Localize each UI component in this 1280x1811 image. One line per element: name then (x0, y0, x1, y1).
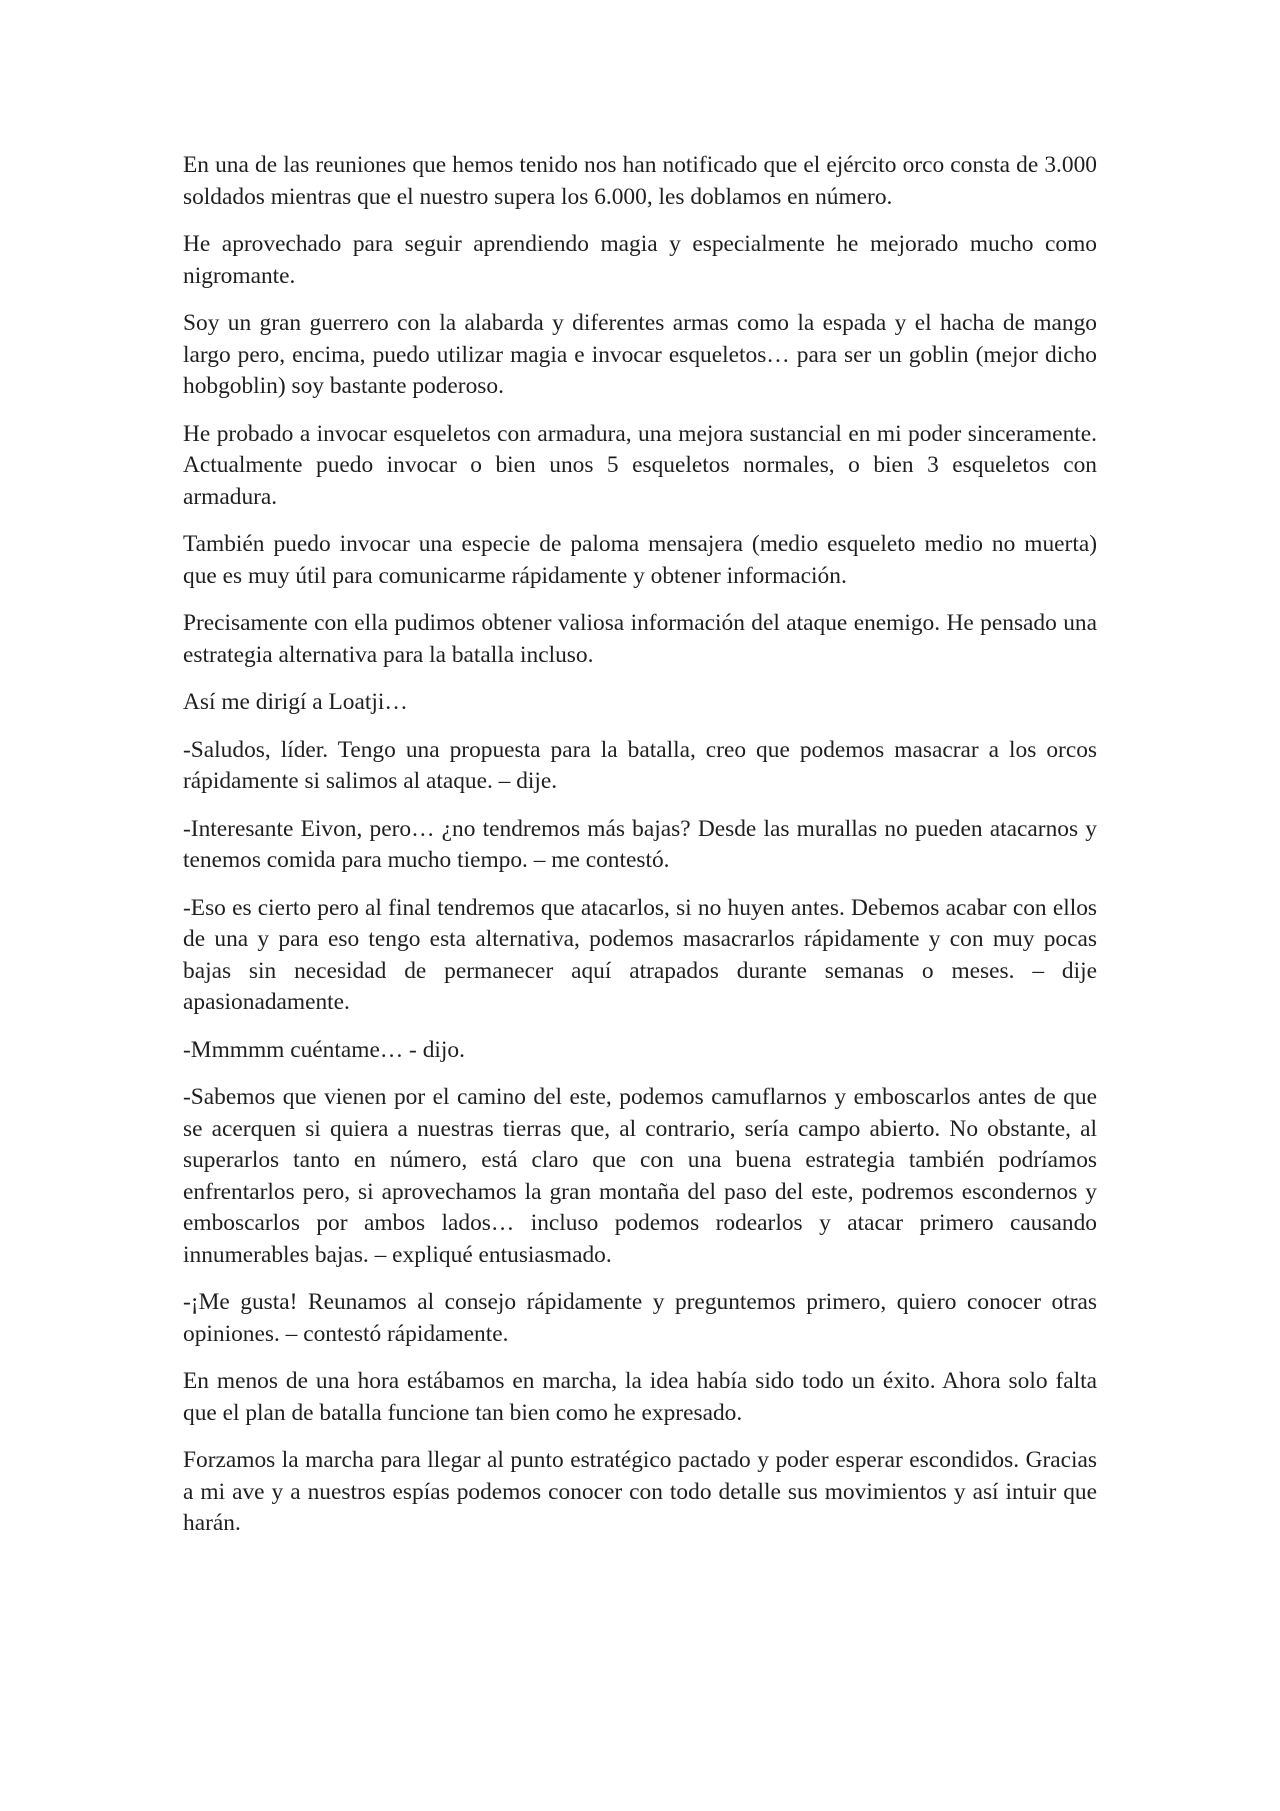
dialogue-paragraph-8: -Saludos, líder. Tengo una propuesta para la batalla, creo que podemos masacrar a los orcos rápidamente si salimos al ataque. – dije. (183, 736, 1097, 794)
dialogue-paragraph-9: -Interesante Eivon, pero… ¿no tendremos más bajas? Desde las murallas no pueden atacarnos y tenemos comida para mucho tiempo. – me contestó. (183, 815, 1097, 873)
paragraph-4: He probado a invocar esqueletos con armadura, una mejora sustancial en mi poder sinceramente. Actualmente puedo invocar o bien unos 5 esqueletos normales, o bien 3 esqueletos con armadura. (183, 420, 1097, 510)
paragraph-5: También puedo invocar una especie de paloma mensajera (medio esqueleto medio no muerta) que es muy útil para comunicarme rápidamente y obtener información. (183, 531, 1097, 589)
paragraph-6: Precisamente con ella pudimos obtener valiosa información del ataque enemigo. He pensado una estrategia alternativa para la batalla incluso. (183, 610, 1097, 668)
document-page (183, 150, 1097, 1556)
paragraph-15: Forzamos la marcha para llegar al punto estratégico pactado y poder esperar escondidos. Gracias a mi ave y a nuestros espías podemos conocer con todo detalle sus movimientos y así intuir que harán. (183, 1447, 1097, 1536)
paragraph-7: Así me dirigí a Loatji… (183, 689, 408, 715)
paragraph-3: Soy un gran guerrero con la alabarda y diferentes armas como la espada y el hacha de mango largo pero, encima, puedo utilizar magia e invocar esqueletos… para ser un goblin (mejor dicho hobgoblin) soy bastante poderoso. (183, 310, 1097, 399)
dialogue-paragraph-11: -Mmmmm cuéntame… - dijo. (183, 1036, 465, 1063)
dialogue-paragraph-13: -¡Me gusta! Reunamos al consejo rápidamente y preguntemos primero, quiero conocer otras opiniones. – contestó rápidamente. (183, 1289, 1097, 1347)
paragraph-2: He aprovechado para seguir aprendiendo magia y especialmente he mejorado mucho como nigromante. (183, 231, 1097, 289)
paragraph-1: En una de las reuniones que hemos tenido nos han notificado que el ejército orco consta de 3.000 soldados mientras que el nuestro supera los 6.000, les doblamos en número. (183, 152, 1097, 210)
dialogue-paragraph-10: -Eso es cierto pero al final tendremos que atacarlos, si no huyen antes. Debemos acabar con ellos de una y para eso tengo esta alternativa, podemos masacrarlos rápidamente y con muy pocas bajas sin necesidad de permanecer aquí atrapados durante semanas o meses. – dije apasionadamente. (183, 894, 1097, 1015)
paragraph-14: En menos de una hora estábamos en marcha, la idea había sido todo un éxito. Ahora solo falta que el plan de batalla funcione tan bien como he expresado. (183, 1368, 1097, 1426)
dialogue-paragraph-12: -Sabemos que vienen por el camino del este, podemos camuflarnos y emboscarlos antes de que se acerquen si quiera a nuestras tierras que, al contrario, sería campo abierto. No obstante, al superarlos tanto en número, está claro que con una buena estrategia también podríamos enfrentarlos pero, si aprovechamos la gran montaña del paso del este, podremos escondernos y emboscarlos por ambos lados… incluso podemos rodearlos y atacar primero causando innumerables bajas. – expliqué entusiasmado. (183, 1084, 1097, 1268)
